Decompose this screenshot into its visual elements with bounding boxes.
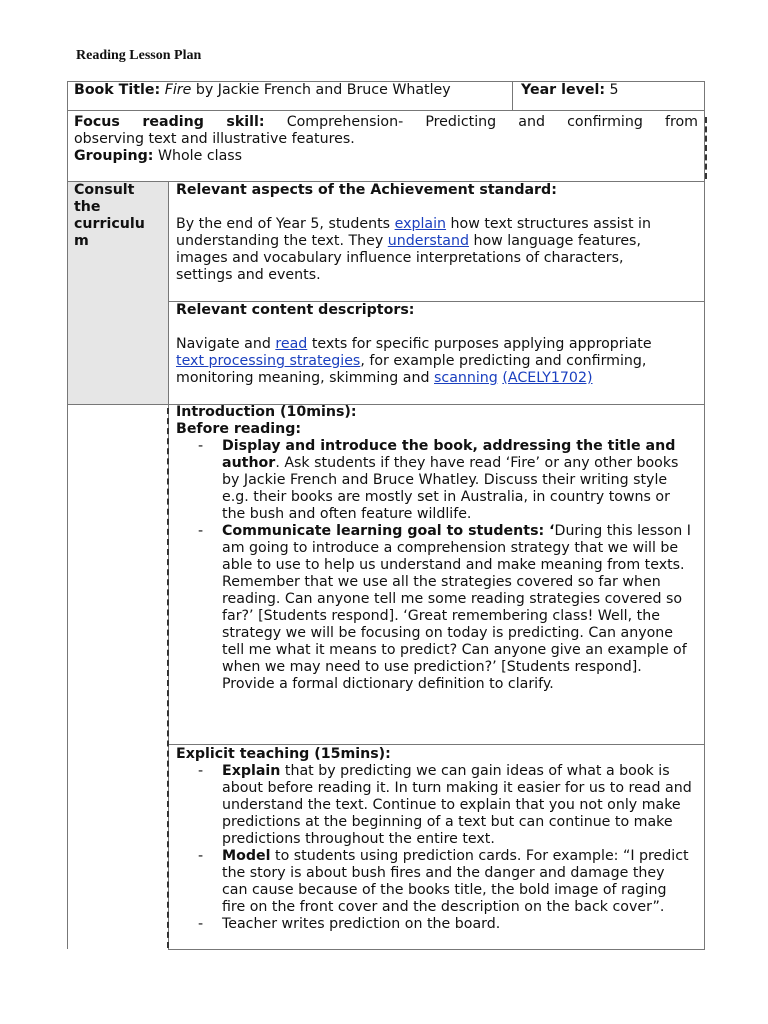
side-label-line: curriculu <box>74 216 145 232</box>
explain-link[interactable]: explain <box>394 216 447 232</box>
list-item: - Communicate learning goal to students: ‘During this lesson I am going to introduce a comprehension strategy that we will be able to use to help us understand and make meaning from texts. Remember that we use all the strategies covered so far when reading. Can anyone tell me some reading strategies covered so far?’ [Students respond]. ‘Great remembering class! Well, the strategy we will be focusing on today is predicting. Can anyone tell me what it means to predict? Can anyone give an example of when we may need to use prediction?’ [Students respond]. Provide a formal dictionary definition to clarify. <box>176 523 694 693</box>
year-level-separator <box>512 81 513 110</box>
list-item: - Model to students using prediction cards. For example: “I predict the story is about bush fires and the danger and damage they can cause because of the books title, the bold image of raging fire on the front cover and the description on the back cover”. <box>176 848 694 916</box>
dashed-edge <box>705 117 707 179</box>
descriptor-line: monitoring meaning, skimming and scanning (ACELY1702) <box>176 370 593 386</box>
book-title: Fire <box>164 82 192 98</box>
side-label-line: the <box>74 199 101 215</box>
grouping-label: Grouping: <box>74 148 154 164</box>
grouping-value: Whole class <box>157 148 243 164</box>
book-authors: by Jackie French and Bruce Whatley <box>191 82 451 98</box>
content-heading: Relevant content descriptors: <box>176 302 415 318</box>
year-level-value: 5 <box>609 82 619 98</box>
text-processing-strategies-link[interactable]: text processing strategies <box>176 353 361 369</box>
list-item: - Explain that by predicting we can gain ideas of what a book is about before reading it. In turn making it easier for us to read and understand the text. Continue to explain that you not only make predictions at the beginning of a text but can continue to make predictions throughout the entire text. <box>176 763 694 848</box>
document-title: Reading Lesson Plan <box>76 48 202 63</box>
focus-line1: Comprehension- Predicting and confirming from <box>286 114 698 130</box>
explicit-list <box>176 763 694 933</box>
side-label-line: m <box>74 233 89 249</box>
list-item: - Teacher writes prediction on the board. <box>176 916 694 933</box>
focus-line-1 <box>74 114 698 131</box>
content-descriptors-cell <box>176 302 700 387</box>
side-label-line: Consult <box>74 182 135 198</box>
cell-divider <box>168 744 705 745</box>
achievement-line: By the end of Year 5, students explain how text structures assist in <box>176 216 651 232</box>
achievement-line: understanding the text. They understand how language features, <box>176 233 641 249</box>
descriptor-line: text processing strategies, for example predicting and confirming, <box>176 353 647 369</box>
column-separator <box>168 181 169 404</box>
introduction-list <box>176 438 694 693</box>
introduction-heading: Introduction (10mins): <box>176 404 357 420</box>
year-level-label: Year level: <box>521 82 605 98</box>
descriptor-line: Navigate and read texts for specific purposes applying appropriate <box>176 336 652 352</box>
explicit-teaching-heading: Explicit teaching (15mins): <box>176 746 391 762</box>
achievement-cell <box>176 182 700 284</box>
year-level-line <box>521 82 619 99</box>
grouping-line <box>74 148 698 165</box>
before-reading-heading: Before reading: <box>176 421 302 437</box>
focus-block <box>74 114 698 165</box>
book-title-label: Book Title: <box>74 82 161 98</box>
introduction-cell <box>176 404 694 693</box>
achievement-line: images and vocabulary influence interpretations of characters, <box>176 250 624 266</box>
table-bottom-border <box>168 949 705 950</box>
scanning-link[interactable]: scanning <box>434 370 498 386</box>
explicit-teaching-cell <box>176 746 694 933</box>
understand-link[interactable]: understand <box>387 233 469 249</box>
book-title-line <box>74 82 451 99</box>
consult-curriculum-label <box>74 182 145 250</box>
achievement-heading: Relevant aspects of the Achievement standard: <box>176 182 557 198</box>
list-item: - Display and introduce the book, addressing the title and author. Ask students if they have read ‘Fire’ or any other books by Jackie French and Bruce Whatley. Discuss their writing style e.g. their books are mostly set in Australia, in country towns or the bush and often feature wildlife. <box>176 438 694 523</box>
acely1702-link[interactable]: (ACELY1702) <box>502 370 593 386</box>
read-link[interactable]: read <box>275 336 308 352</box>
row-divider <box>67 110 705 111</box>
focus-label: Focus reading skill: <box>74 114 265 130</box>
achievement-line: settings and events. <box>176 267 321 283</box>
focus-line2: observing text and illustrative features. <box>74 131 355 147</box>
dashed-edge <box>167 408 169 948</box>
